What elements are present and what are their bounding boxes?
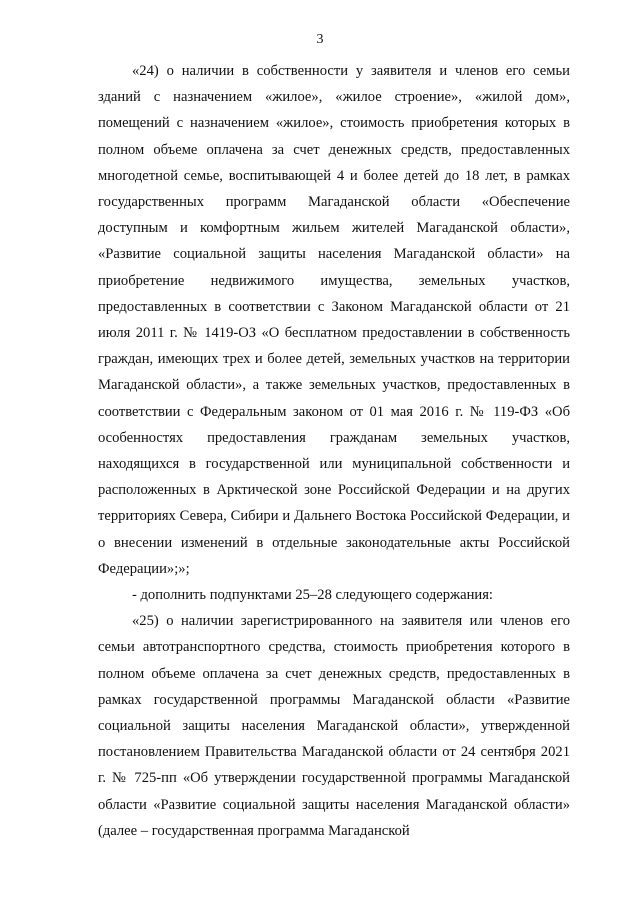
paragraph-amendment-note: - дополнить подпунктами 25–28 следующего содержания:: [132, 587, 493, 604]
document-body: [98, 58, 570, 844]
paragraph-item-24: «24) о наличии в собственности у заявителя и членов его семьи зданий с назначением «жилое», «жилое строение», «жилой дом», помещений с назначением «жилое», стоимость приобретения которых в полном объеме оплачена за счет денежных средств, предоставленных многодетной семье, воспитывающей 4 и более детей до 18 лет, в рамках государственных программ Магаданской области «Обеспечение доступным и комфортным жильем жителей Магаданской области», «Развитие социальной защиты населения Магаданской области» на приобретение недвижимого имущества, земельных участков, предоставленных в соответствии с Законом Магаданской области от 21 июля 2011 г. № 1419-ОЗ «О бесплатном предоставлении в собственность граждан, имеющих трех и более детей, земельных участков на территории Магаданской области», а также земельных участков, предоставленных в соответствии с Федеральным законом от 01 мая 2016 г. № 119-ФЗ «Об особенностях предоставления гражданам земельных участков, находящихся в государственной или муниципальной собственности и расположенных в Арктической зоне Российской Федерации и на других территориях Севера, Сибири и Дальнего Востока Российской Федерации, и о внесении изменений в отдельные законодательные акты Российской Федерации»;»;: [98, 63, 570, 577]
page-number: 3: [316, 32, 324, 47]
paragraph-item-25: «25) о наличии зарегистрированного на заявителя или членов его семьи автотранспортного средства, стоимость приобретения которого в полном объеме оплачена за счет денежных средств, предоставленных в рамках государственной программы Магаданской области «Развитие социальной защиты населения Магаданской области», утвержденной постановлением Правительства Магаданской области от 24 сентября 2021 г. № 725-пп «Об утверждении государственной программы Магаданской области «Развитие социальной защиты населения Магаданской области» (далее – государственная программа Магаданской: [98, 613, 570, 839]
